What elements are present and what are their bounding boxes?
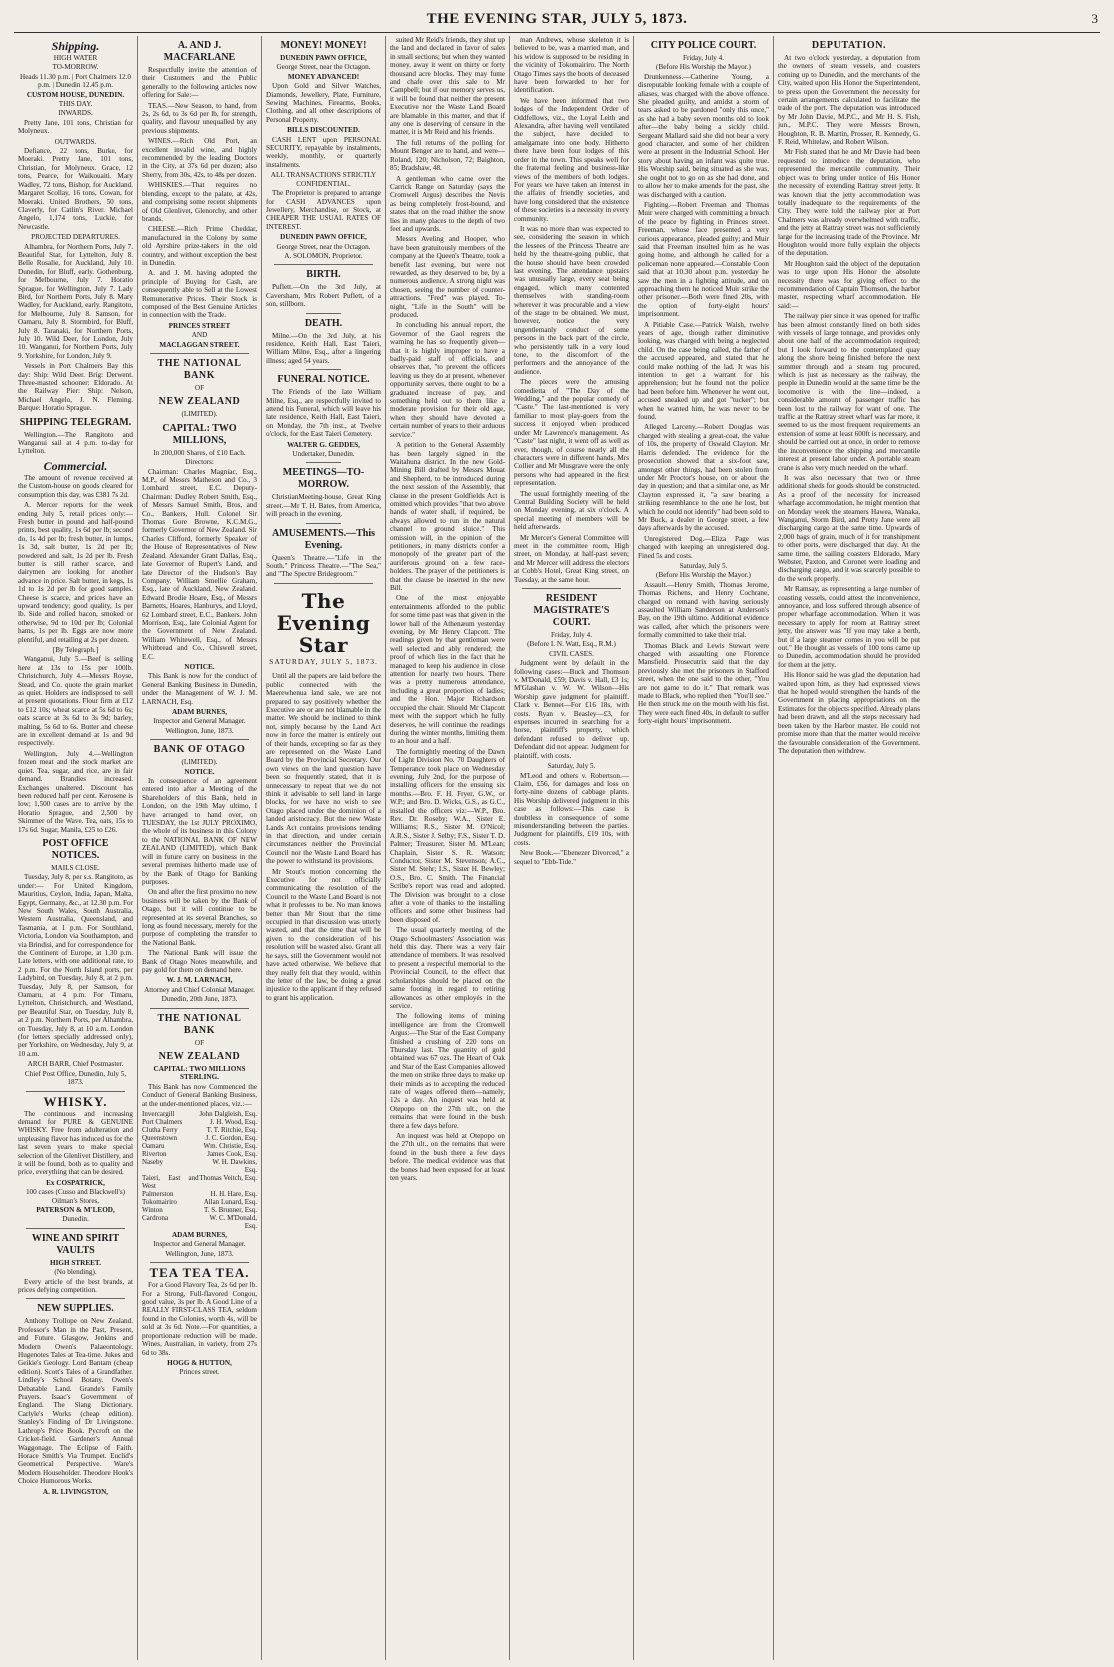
inspector-label-2: Inspector and General Manager. bbox=[153, 1240, 246, 1249]
whisky-cases: 100 cases (Cusso and Blackwell's) Oilman's Stores, bbox=[25, 1188, 126, 1205]
deputation-paragraph: The railway pier since it was opened for traffic has been almost constantly lined on both sides with vessels of large tonnage, and provides only about one half of the accommodation required; but I look forward to the contemplated quay along the shore being finished before the next summer through and a steam tug procured, which is just as necessary as the railway, the people in Dunedin would at the same time be the locomotive is with the line—indeed, a considerable amount of passenger traffic has been lost to the railway for want of one. The traffic at the Rattray street wharf was far more, it seemed to us the most frequent requirements an extension of some at least 600ft is necessary, and should be carried out at once, in order to remove the inconvenience the shipping and mercantile interest at present labor under. A portable steam crane is also very much needed on the wharf. bbox=[778, 312, 920, 472]
divider bbox=[26, 1298, 125, 1299]
column-7 bbox=[774, 36, 924, 1660]
wellington-dateline: Wellington, June, 1873. bbox=[165, 726, 234, 735]
whiskies-text: WHISKIES.—That requires no blending, except to the palate, at 42s, and comprising some recent shipments of Old Glenlivet, Glenorchy, and other brands. bbox=[142, 181, 257, 223]
saturday-label: Saturday, July 5. bbox=[547, 762, 596, 771]
resident-magistrate-heading: RESIDENT MAGISTRATE'S COURT. bbox=[533, 593, 610, 628]
branch-manager: W. H. Dawkins, Esq. bbox=[212, 1158, 257, 1175]
deputation-paragraph: Mr Fish stated that he and Mr Davie had been requested to introduce the deputation, who represented the mercantile community. Their object was to bring under notice of His Honor the necessity of extending Rattray street jetty. It was known that the jetty accommodation was totally inadequate to the requirements of the City. They were told the railway pier at Port Chalmers was already overwhelmed with traffic, and the jetty at Rattray street was not sufficiently large for the increasing trade of the Province. Mr Houghton would more fully explain the objects of the deputation. bbox=[778, 148, 920, 258]
books-list: Anthony Trollope on New Zealand. Professor's Man in the Past, Present, and Future. Glasgow, Jenkins and Modern Owen's Palaeontology. Hugenotes Tales at Tea-time. Jukes and Geikie's Geology. Lord Bantam (cheap edition). Scott's Tales of a Grandfather. Lindley's School Botany. Owen's Debatable Land. Grande's Family Prayers. Isaac's Government of England. The Slang Dictionary. Carlyle's Works (cheap edition). Stanley's Finding of Dr Livingstone. Lathrop's Price Book. Pycroft on the Cricket-field. Gardener's Annual Waggonage. The Eclipse of Faith. Horace Smith's Via Trumpet. Euclid's Geometrical Perspective. Ware's Modern Householder. Theodore Hook's Choice Humorous Works. bbox=[18, 1317, 133, 1486]
fighting-text: Fighting.—Robert Freeman and Thomas Muir were charged with committing a breach of the peace by fighting in Princes street. Freeman, whose face presented a very curious appearance, pleaded guilty; and Muir said that Freeman insulted him as he was going home, and although he called for a policeman none appeared.—Constable Coon said that at 10.30 about p.m. yesterday he saw the men in a fighting attitude, and on approaching them he noticed Muir strike the other prisoner.—Both were fined 20s, with the option of forty-eight hours' imprisonment. bbox=[638, 200, 769, 319]
branch-place: Taieri, East and West bbox=[142, 1174, 199, 1191]
branch-row bbox=[142, 1214, 257, 1230]
masthead-title: THE EVENING STAR, JULY 5, 1873. bbox=[426, 10, 688, 27]
this-day-label: THIS DAY. bbox=[58, 100, 93, 109]
outwards-heading: OUTWARDS. bbox=[54, 137, 97, 146]
article-paragraph: suited Mr Reid's friends, they shut up the land and declared in favor of sales in small sections; but when they wanted money, away it went on thirty or forty thousand acre blocks. They may fume and chafe over this sale to Mr Campbell; but if our memory serves us, it will be found that neither the present Executive nor the Waste Land Board are blamable in this matter, and that if any one is deserving of censure in the matter, it is Mr Reid and his friends. bbox=[390, 36, 505, 137]
commercial-text: The amount of revenue received at the Custom-house on goods cleared for consumption this day, was £381 7s 2d. bbox=[18, 473, 133, 499]
branch-manager: Wm. Christie, Esq. bbox=[203, 1142, 257, 1151]
otago-notice-heading: NOTICE. bbox=[184, 767, 215, 776]
undertaker-label: Undertaker, Dunedin. bbox=[292, 450, 355, 459]
meetings-heading: MEETINGS—TO-MORROW. bbox=[282, 467, 365, 491]
tea-text: For a Good Flavory Tea, 2s 6d per lb. For a Strong, Full-flavored Congou, good value, 3s per lb. A Good Line of a REALLY FIRST-CLASS TEA, seldom found in the Colonies, worth 4s, will be sold at 3s 6d. Note.—For quantities, a proportionate reduction will be made. Wines, Australian, in variety, from 27s 6d to 38s. bbox=[142, 1281, 257, 1357]
article-paragraph: The fortnightly meeting of the Dawn of Light Division No. 70 Daughters of Temperance took place on Wednesday evening, July 2nd, for the purpose of installing officers for the ensuing six months.—Bro. F. H. Fryer, G.W., or W.P.; and Bro. D. Wicks, G.S., as G.C., installed the officers viz:—W.P., Bro. Rev. Dr. Roseby; W.A., Sister E. Williams; R.S., Sister M. O'Nicol; A.R.S., Sister J. Selby; F.S., Sister T. D. Palmer; Treasurer, Sister M. M'Lean; Chaplain, Sister S. R. Watson; Conductor, Sister M. Stevenson; A.C., Sister M. Stehr; I.S., Sister H. Bewley; O.S., Bro. C. Smith. The Financial Scribe's report was read and adopted. The Division was brought to a close after a vote of thanks to the installing officers and some other business had been disposed of. bbox=[390, 747, 505, 924]
drunkenness-text: Drunkenness.—Catherine Young, a disreputable looking female with a couple of aliases, was charged with the above offence. She pleaded guilty, and amidst a storm of tears asked to be pardoned "only this once," as she had a baby seven months old to look after—the baby being a sickly child. Sergeant Mallard said she did not bear a very good character, and some of her children were at present in the Industrial School. Her story about having an infant was quite true. His Worship said, being situated as she was, she ought not to go on as she had done, and to allow her to make amends for the past, she was discharged with a caution. bbox=[638, 72, 769, 199]
deputation-paragraph: Mr Ramsay, as representing a large number of coasting vessels, could attest the inconvenience, annoyance, and loss suffered through absence of proper wharfage accommodation. When it was necessary to apply for room at Rattray street jetty, the answer was "If you may take a berth, but if a large steamer comes in you will be put out." He thought as vessels of 100 tons came up to Dunedin, accommodation should be provided for them at the jetty. bbox=[778, 585, 920, 669]
divider bbox=[150, 1262, 249, 1263]
branch-place: Cardrona bbox=[142, 1214, 169, 1223]
inspector-label: Inspector and General Manager. bbox=[153, 717, 246, 726]
branch-place: Port Chalmers bbox=[142, 1118, 183, 1127]
deputation-paragraph: At two o'clock yesterday, a deputation from the owners of steam vessels, and coasters coming up to Dunedin, and the merchants of the City, waited upon His Honor the Superintendent, to press upon the Government the necessity for certain arrangements calculated to facilitate the trade of the port. The deputation was introduced by Mr John Davie, M.P.C., and Mr H. S. Fish, jun., M.P.C. They were Messrs Brown, Houghton, R. B. Martin, Prosser, R. Kennedy, G. F. Reid, Whitelaw, and Robert Wilson. bbox=[778, 54, 920, 147]
attorney-label: Attorney and Chief Colonial Manager. bbox=[144, 985, 255, 994]
projected-heading: PROJECTED DEPARTURES. bbox=[31, 233, 120, 242]
branch-place: Oamaru bbox=[142, 1142, 165, 1151]
branch-manager: W. C. M'Donald, Esq. bbox=[209, 1214, 257, 1231]
branch-place: Riverton bbox=[142, 1150, 167, 1159]
branch-manager: J. C. Gordon, Esq. bbox=[205, 1134, 257, 1143]
macfarlane-intro: Respectfully invite the attention of their Customers and the Public generally to the following articles now offering for Sale:— bbox=[142, 66, 257, 100]
larceny-text: Alleged Larceny.—Robert Douglas was charged with stealing a great-coat, the value of 10s, the property of Oswald Clayton. Mr Harris defended. The evidence for the prosecution showed that a six-foot saw, amongst other things, had been stolen from under Mr Proctor's house, on or about the day in question; and that a similar one, as Mr Clayton expressed it, "a saw bearing a striking resemblance to the one he lost, but which he could not identify" had been sold to Mr Buck, a dealer in George street, a few days afterwards by the accused. bbox=[638, 423, 769, 533]
branch-place: Invercargill bbox=[142, 1110, 175, 1119]
commercial-text-2: A. Mercer reports for the week ending July 5, retail prices only:— Fresh butter in pound and half-pound prints, best quality, 1s 6d per lb; second do, 1s 4d per lb; fresh butter, in lumps, 1s 3d, salt butter, 1s 2d per lb; powdered and salt, 1s 2d per lb. Fresh butter is still rather scarce, and dairymen are looking for another advance in price. Salt butter, in kegs, 1s 1d to 1s 2d per lb for good samples. Cheese is scarce, and prices have an upward tendency; good quality, 1s per lb. Side and rolled bacon, smoked or otherwise, 9d to 10d per lb; Colonial hams, 1s per lb. Eggs are now more plentiful, and retailing at 2s per dozen. bbox=[18, 501, 133, 644]
whisky-text: The continuous and increasing demand for PURE & GENUINE WHISKY. Free from adulteration and unpleasing flavor has induced us for the last seven years to make special selection of the Glenlivet Distillery, and it will be found, both as to quality and price, everything that can be desired. bbox=[18, 1109, 133, 1177]
and-label: AND bbox=[191, 331, 208, 340]
article-paragraph: The following items of mining intelligence are from the Cromwell Argus:—The Star of the East Company finished a crushing of 220 tons on Thursday last. The quantity of gold obtained was 67 ozs. The Heart of Oak and Star of the East Companies allowed the men on strike three days to make up their minds as to accepting the reduced rate of wages offered them—namely, 12s a day. An inquest was held at Otepopo on the 27th ult., on the remains that were found in the bush there a few days before. bbox=[390, 1012, 505, 1130]
branch-place: Winton bbox=[142, 1206, 163, 1215]
funeral-text: The Friends of the late William Milne, Esq., are respectfully invited to attend his Funeral, which will leave his late residence, Keith Hall, East Taieri, on Monday, the 7th inst., at Twelve o'clock, for the East Taieri Cemetery. bbox=[266, 388, 381, 439]
masthead bbox=[14, 6, 1100, 33]
article-paragraph: One of the most enjoyable entertainments afforded to the public for some time past was that given in the lower hall of the Athenæum yesterday evening, by Mr Henry Clapcott. The readings given by that gentleman were well selected and ably rendered; the proof of which lies in the fact that he managed to keep his audience in close attention for nearly two hours. There was a pretty numerous attendance, including a great proportion of ladies; and the Hon. Major Richardson occupied the chair. Should Mr Clapcott meet with the support which he fully deserves, he will continue the readings during the winter months, limiting them to an hour and a half. bbox=[390, 594, 505, 746]
branch-row bbox=[142, 1126, 257, 1134]
princes-street-2: Princes street. bbox=[179, 1368, 220, 1377]
branch-row bbox=[142, 1150, 257, 1158]
meetings-text: ChristianMeeting-house, Great King street.—Mr T. H. Bates, from America, will preach in the evening. bbox=[266, 493, 381, 519]
branch-row bbox=[142, 1190, 257, 1198]
supplies-heading: NEW SUPPLIES. bbox=[37, 1303, 114, 1315]
macfarlane-closing: A. and J. M. having adopted the principle of Buying for Cash, are consequently able to Sell at the Lowest Remunerative Prices. Their Stock is composed of the Best Genuine Articles in connection with the Trade. bbox=[142, 269, 257, 320]
livingston-name: A. R. LIVINGSTON, bbox=[42, 1487, 109, 1496]
branch-row bbox=[142, 1118, 257, 1126]
limited-label: (LIMITED). bbox=[181, 410, 218, 419]
pawn-office-address: George Street, near the Octagon. bbox=[276, 63, 371, 72]
wines-text: WINES.—Rich Old Port, an excellent invalid wine, and highly recommended by the leading Doctors in the City, at 37s 6d per dozen; also Sherry, from 30s, 42s, to 48s per dozen. bbox=[142, 137, 257, 179]
article-paragraph: A gentleman who came over the Carrick Range on Saturday (says the Cromwell Argus) describes the Nevis as being completely frost-bound, and states that on the road thither the snow lies in many places to the depth of two feet and upwards. bbox=[390, 174, 505, 233]
civil-cases-label: CIVIL CASES. bbox=[549, 649, 594, 658]
article-paragraph: The pieces were the amusing comedietta of "The Day of the Wedding," and the popular comedy of "Caste." The last-mentioned is very familiar to most play-goers from the success it enjoyed when produced under Mr Lawrence's management. As "Caste" last night, it went off as well as ever, though, of course nearly all the characters were in different hands. Mrs Collier and Mr Musgrave were the only persons who had appeared in the first representation. bbox=[514, 378, 629, 488]
column-1 bbox=[14, 36, 138, 1660]
pawn-office-heading: DUNEDIN PAWN OFFICE, bbox=[280, 54, 367, 62]
leader-dateline: SATURDAY, JULY 5, 1873. bbox=[269, 656, 378, 666]
national-bank-heading-2: THE NATIONAL BANK bbox=[157, 1012, 242, 1036]
paterson-name: PATERSON & M'LEOD, bbox=[36, 1205, 115, 1214]
resident-date: Friday, July 4. bbox=[550, 631, 593, 639]
hogg-hutton-name: HOGG & HUTTON, bbox=[167, 1358, 232, 1367]
saturday-text: M'Leod and others v. Robertson.—Claim, £56, for damages and loss on forty-nine dozens of cabbage plants. His Worship delivered judgment in this case as follows:—This case is doubtless in consequence of some misunderstanding between the parties. Judgment for plaintiffs, £19 10s, with costs. bbox=[514, 771, 629, 847]
wine-heading: WINE AND SPIRIT VAULTS bbox=[31, 1232, 120, 1256]
branch-place: Queenstown bbox=[142, 1134, 177, 1143]
notice-text: This Bank is now for the conduct of General Banking Business in Dunedin, under the Management of W. J. M. LARNACH, Esq. bbox=[142, 672, 257, 706]
branch-manager: T. T. Ritchie, Esq. bbox=[206, 1126, 257, 1135]
branch-place: Tokomairiro bbox=[142, 1198, 177, 1207]
telegram-heading: SHIPPING TELEGRAM. bbox=[19, 416, 132, 428]
article-paragraph: In concluding his annual report, the Governor of the Gaol regrets the warning he has so frequently given—that it is highly improper to have a badly-paid staff of officials, and observes that, "to prevent the officers leaving us they do at present, whenever opportunity serves, there ought to be a graduated increase of pay, and something held out to them like a moderate provision for their old age, when they should have devoted a certain number of years to their arduous service." bbox=[390, 321, 505, 439]
divider bbox=[26, 1091, 125, 1092]
notice-heading: NOTICE. bbox=[184, 662, 215, 671]
funeral-heading: FUNERAL NOTICE. bbox=[277, 374, 370, 386]
page-number: 3 bbox=[1091, 11, 1098, 26]
outwards-text: Defiance, 22 tons, Burke, for Moeraki. Pretty Jane, 101 tons, Christian, for Molyneux. Grace, 12 tons, Pearce, for Waikouaiti. Mary Wadley, 72 tons, Bishop, for Auckland. Margaret Scollay, 16 tons, Cowan, for Moeraki. United Brothers, 50 tons, Claverly, for Catlin's River. Michael Angelo, 1,174 tons, Luckie, for Newcastle. bbox=[18, 147, 133, 231]
otago-text: In consequence of an agreement entered into after a Meeting of the Shareholders of this Bank, held in London, on the 19th May ultimo, I have arranged to hand over, on TUESDAY, the 1st JULY PROXIMO, the whole of its business in this Colony to the NATIONAL BANK OF NEW ZEALAND (LIMITED), which Bank will in future carry on business in the several premises hitherto made use of by the Bank of Otago for Banking purposes. bbox=[142, 777, 257, 886]
geddes-name: WALTER G. GEDDES, bbox=[287, 440, 360, 449]
otago-limited-label: (LIMITED). bbox=[181, 758, 218, 767]
civil-cases-text: Judgment went by default in the following cases:—Buck and Thomson v. M'Donald, £59; Davis v. Hall, £3 1s; M'Glashan v. W. W. Wilson—His Worship gave judgment for plaintiff. Clark v. Bennet—For £16 18s, with costs. Ryan v. Beasley—£3, for expenses incurred in searching for a horse, plaintiff's property, which defendant refused to deliver up. Defendant did not appear. Judgment for plaintiff, with costs. bbox=[514, 659, 629, 760]
branch-manager: John Dalgleish, Esq. bbox=[199, 1110, 257, 1119]
resident-before: (Before I. N. Watt, Esq., R.M.) bbox=[527, 640, 616, 649]
article-paragraph: The full returns of the polling for Mount Benger are to hand, and were—Roland, 120; Nicholson, 72; Baighton, 85; Bradshaw, 48. bbox=[390, 138, 505, 173]
branch-manager: T. S. Brunner, Esq. bbox=[203, 1206, 257, 1215]
divider bbox=[522, 588, 621, 589]
birth-heading: BIRTH. bbox=[306, 269, 341, 281]
of-label: OF bbox=[194, 384, 205, 392]
divider bbox=[26, 1228, 125, 1229]
post-office-text: Tuesday, July 8, per s.s. Rangitoto, as under:— For United Kingdom, Mauritius, Ceylon, India, Japan, Malta, Egypt, Germany, &c., at 12.30 p.m. For New South Wales, South Australia, Western Australia, Queensland, and Tasmania, at 1 p.m. For Southland, Victoria, London via Southampton, and via Brindisi, and for correspondence for the Continent of Europe, at 1.30 p.m. Late letters, with one additional rate, to 2 p.m. For the North Island ports, per Ladybird, on Tuesday, July 8, at 2 p.m. Tuesday, July 8, per Samson, for Oamaru, at 4 p.m. For Timaru, Lyttelton, Christchurch, and Westland, per Beautiful Star, on Tuesday, July 8, at 2 p.m. Northern Ports, per Alhambra, on Tuesday, July 8, at 10 a.m. London (for letters specially addressed only), per Yorkshire, on Wednesday, July 9, at 10 a.m. bbox=[18, 873, 133, 1058]
customs-heading: CUSTOM HOUSE, DUNEDIN. bbox=[26, 90, 125, 99]
divider bbox=[150, 1008, 249, 1009]
national-bank-heading: THE NATIONAL BANK bbox=[157, 358, 242, 381]
shares-label: In 200,000 Shares, of £10 Each. bbox=[153, 448, 246, 457]
death-text: Milne.—On the 3rd July, at his residence, Keith Hall, East Taieri, William Milne, Esq., after a lingering illness; aged 54 years. bbox=[266, 331, 381, 365]
deputation-heading: DEPUTATION. bbox=[811, 40, 887, 51]
deputation-paragraph: Mr Houghton said the object of the deputation was to urge upon His Honor the absolute necessity there was for giving effect to the recommendation of Captain Thomson, the harbor master, respecting wharf accommodation. He said:— bbox=[778, 259, 920, 310]
divider bbox=[150, 353, 249, 354]
divider bbox=[274, 264, 373, 265]
money-heading: MONEY! MONEY! bbox=[280, 40, 367, 51]
article-paragraph: The usual quarterly meeting of the Otago Schoolmasters' Association was held this day. There was a very fair attendance of members. It was resolved to present a respectful memorial to the Provincial Council, to the effect that scholarships should be placed on the same footing in regard to retiring allowances as other employés in the service. bbox=[390, 926, 505, 1010]
high-water-label: HIGH WATER bbox=[53, 54, 98, 62]
column-2 bbox=[138, 36, 262, 1660]
otago-text-3: The National Bank will issue the Bank of Otago Notes meanwhile, and pay gold for them on demand here. bbox=[142, 949, 257, 974]
divider bbox=[274, 583, 373, 584]
vessels-text: Vessels in Port Chalmers Bay this day: Ship: Wild Deer. Brig: Derwent. Three-masted schooner: Eldorado. At the Railway Pier: Ship: Nelson, Michael Angelo, J. N. Fleming. Barque: Horatio Sprague. bbox=[18, 362, 133, 413]
no-blending-label: (No blending). bbox=[54, 1268, 97, 1277]
unregistered-dog-text: Unregistered Dog.—Eliza Page was charged with keeping an unregistered dog. Fined 5s and costs. bbox=[638, 534, 769, 560]
capital-heading: CAPITAL: TWO MILLIONS, bbox=[162, 422, 237, 446]
column-3 bbox=[262, 36, 386, 1660]
branch-manager: Thomas Veitch, Esq. bbox=[199, 1174, 257, 1183]
branch-row bbox=[142, 1134, 257, 1142]
pitiable-case-text: A Pitiable Case.—Patrick Walsh, twelve years of age, though rather diminutive looking, was charged with being a neglected child. On the case being called, the father of the accused appeared, and stated that he could make nothing of the lad. It was his intention to get a warrant for his apprehension; but he found not the police had been before him. Whenever he went out, accused sneaked up and got "tucker"; but when he wanted him, he was never to be found. bbox=[638, 320, 769, 422]
deputation-paragraph: It was also necessary that two or three additional sheds for goods should be constructed. As a proof of the necessity for increased wharfage accommodation, he might mention that on Monday week the steamers Hawea, Wanaka, Wanganui, Storm Bird, and Pretty Jane were all discharging cargo at the same time. Upwards of 2,000 bags of grain, much of it for transhipment to other ports, were discharged that day. At the same time, the sailing coasters Eldorado, Mary Webster, Paxton, and Coronet were loading and discharging cargo, and it was scarcely possible to do the work properly. bbox=[778, 473, 920, 583]
money-advanced-label: MONEY ADVANCED! bbox=[287, 72, 360, 81]
projected-text: Alhambra, for Northern Ports, July 7. Beautiful Star, for Lyttelton, July 8. Belle Rosalie, for Auckland, July 10. Dunedin, for Bluff, early. Gothenburg, for Melbourne, July 7. Horatio Sprague, for Wellington, July 7. Lady Bird, for Northern Ports, July 8. Mary Wadley, for Auckland, early. Rangitoto, for Melbourne, July 8. Samson, for Oamaru, July 8. Stormbird, for Bluff, July 8. Taranaki, for Northern Ports, July 10. Wild Deer, for London, July 10. Wanganui, for Northern Ports, July 9. Yorkshire, for London, July 9. bbox=[18, 242, 133, 360]
article-paragraph: A petition to the General Assembly has been largely signed in the Waitahuna district. In the new Gold-Mining Bill drafted by Messrs Mouat and Shepherd, to be introduced during the next session of the Assembly, that clause in the present Goldfields Act is omitted which provides "that two above hands of water shall, if required, be always allowed to run in the natural channel to ground sluice." This omission will, in the opinion of the petitioners, in many districts confer a monopoly of the greater part of the auriferous ground on a few race-holders. The prayer of the petitioners is that the clause be inserted in the new Bill. bbox=[390, 441, 505, 592]
directors-text: Chairman: Charles Magniac, Esq., M.P., of Messrs Matheson and Co., 3 Lombard street, E.C. Deputy-Chairman: Dudley Robert Smith, Esq., of Messrs Samuel Smith, Bros, and Co., Bankers, Hull. Colonel Sir Thomas Gore Browne, K.C.M.G., formerly Governor of New Zealand. Sir Charles Clifford, formerly Speaker of the House of Representatives of New Zealand. Alexander Grant Dallas, Esq., late Governor of Rupert's Land, and late Director of the Hudson's Bay Company. William Smellie Graham, Esq., late of Auckland, New Zealand. Edward Brodie Hoare, Esq., of Messrs Barnetts, Hoares, Hanburys, and Lloyd, 62 Lombard street, E.C., Bankers. John Morrison, Esq., late Colonial Agent for the Government of New Zealand. William Whitewell, Esq., of Messrs Whitbread and Co., Chiswell street, E.C. bbox=[142, 467, 257, 661]
princes-street-label: PRINCES STREET bbox=[168, 321, 231, 330]
branch-intro: This Bank has now Commenced the Conduct of General Banking Business, at the under-mentioned places, viz.:— bbox=[142, 1082, 257, 1108]
wellington-market-text: Wellington, July 4.—Wellington frozen meat and the stock market are quiet. Tea, sugar, and rice, are in fair demand. Brandies increased. Exchanges unaltered. Discount has been reduced half per cent. Kerosene is low; 1,500 cases are to arrive by the Horatio Sprague, and 2,500 by Skimmer of the Wave. Tea, oats, 15s to 17s 6d. Sugar, Manila, £25 to £26. bbox=[18, 749, 133, 834]
branch-manager: H. H. Hare, Esq. bbox=[210, 1190, 257, 1199]
tide-times: Heads 11.30 p.m. | Port Chalmers 12.0 p.m. | Dunedin 12.45 p.m. bbox=[20, 72, 131, 90]
post-office-dateline: Chief Post Office, Dunedin, July 5, 1873. bbox=[24, 1069, 127, 1087]
leader-paragraph-2: Mr Stout's motion concerning the Executive for not officially communicating the resolution of the Council to the Waste Land Board is not what it professes to be. No man knows better than Mr Stout that the time occupied in that discussion was utterly wasted, and that the time that will be given to the consideration of his resolution will be wasted also. Grant all he says, still the Government would not have acted otherwise. We believe that they really felt that they would, within the letter of the law, be doing a great injustice to the applicant if they refused to grant his application. bbox=[266, 867, 381, 1002]
amusements-heading: AMUSEMENTS.—This Evening. bbox=[271, 527, 376, 551]
wine-text: Every article of the best brands, at prices defying competition. bbox=[18, 1277, 133, 1294]
cheese-text: CHEESE.—Rich Prime Cheddar, manufactured in the Colony by some old Ayrshire prize-takers in the old country, and without exception the best in Dunedin. bbox=[142, 225, 257, 267]
directors-label: Directors: bbox=[185, 458, 214, 467]
article-paragraph: Messrs Aveling and Hooper, who have been gratuitously members of the company at the Queen's Theatre, took a benefit last evening, but were not rewarded, as they deserved to be, by a numerous audience. A strong night was chosen, seeing the number of counter-attractions. "Fred" was played. To-night, "Life in the South" will be produced. bbox=[390, 235, 505, 319]
article-paragraph: We have been informed that two lodges of the Independent Order of Oddfellows, viz., the Loyal Leith and Alexandra, after having well ventilated the subject, have decided to amalgamate into one body. Hitherto there have been four lodges of this order in the town. This speaks well for the fraternal feeling and business-like views of the members of both lodges. For years we have taken an interest in the affairs of friendly societies, and have long considered that the existence of these societies is a necessity in every community. bbox=[514, 96, 629, 223]
death-heading: DEATH. bbox=[304, 317, 343, 329]
adam-burnes-name-2: ADAM BURNES, bbox=[171, 1231, 228, 1240]
branch-row bbox=[142, 1158, 257, 1174]
column-6 bbox=[634, 36, 774, 1660]
divider bbox=[306, 523, 341, 524]
article-paragraph: An inquest was held at Otepopo on the 27th ult., on the remains that were found in the bush there a few days before. The medical evidence was that the bones had been exposed for at least ten years. bbox=[390, 1132, 505, 1183]
branch-row bbox=[142, 1110, 257, 1118]
macfarlane-heading: A. AND J. MACFARLANE bbox=[163, 40, 236, 63]
branch-manager: J. H. Wood, Esq. bbox=[210, 1118, 257, 1127]
adam-burnes-name: ADAM BURNES, bbox=[171, 708, 228, 716]
branch-row bbox=[142, 1206, 257, 1214]
article-paragraph: man Andrews, whose skeleton it is believed to be, was a married man, and his widow is supposed to be residing in the vicinity of Tokomairiro. The North Otago Times says the boots of deceased have been forwarded to her for identification. bbox=[514, 36, 629, 95]
branch-place: Palmerston bbox=[142, 1190, 174, 1199]
capital-heading-2: CAPITAL: TWO MILLIONS STERLING. bbox=[153, 1065, 246, 1082]
postmaster-signature: ARCH BARR, Chief Postmaster. bbox=[27, 1060, 124, 1069]
bank-of-otago-heading: BANK OF OTAGO bbox=[153, 744, 246, 756]
birth-text: Puflett.—On the 3rd July, at Caversham, Mrs Robert Puflett, of a son, stillborn. bbox=[266, 283, 381, 309]
telegram-text: Wellington.—The Rangitoto and Wanganui sail at 4 p.m. to-day for Lyttelton. bbox=[18, 430, 133, 456]
by-telegraph-label: [By Telegraph.] bbox=[52, 646, 99, 654]
divider bbox=[150, 739, 249, 740]
divider bbox=[306, 369, 341, 370]
divider bbox=[306, 313, 341, 314]
shipping-heading: Shipping. bbox=[51, 39, 100, 53]
branch-manager: Allan Lunard, Esq. bbox=[203, 1198, 257, 1207]
column-5 bbox=[510, 36, 634, 1660]
of-label-2: OF bbox=[194, 1038, 205, 1047]
cash-loans-text: CASH LENT upon PERSONAL SECURITY, repayable by instalments, weekly, monthly, or quarterly instalments. bbox=[266, 135, 381, 169]
whisky-heading: WHISKY. bbox=[43, 1093, 108, 1109]
branch-row bbox=[142, 1174, 257, 1190]
post-office-heading: POST OFFICE NOTICES. bbox=[42, 837, 109, 861]
assault-text: Assault.—Henry Smith, Thomas Jerome, Thomas Richens, and Henry Cochrane, charged on remand with having seriously assaulted William Sanderson at Anderson's Bay, on the 19th ultimo. Additional evidence was called, after which the prisoners were formally committed to take their trial. bbox=[638, 580, 769, 640]
teas-text: TEAS.—New Season, to hand, from 2s, 2s 6d, to 3s 6d per lb, for strength, quality, and flavour unequalled by any previous shipments. bbox=[142, 101, 257, 135]
branch-place: Clutha Ferry bbox=[142, 1126, 178, 1135]
pawn-office-address-2: George Street, near the Octagon. bbox=[276, 242, 371, 251]
amusements-text: Queen's Theatre.—"Life in the South." Princess Theatre.—"The Sea," and "The Spectre Bridegroom." bbox=[266, 553, 381, 579]
branches-table bbox=[142, 1110, 257, 1230]
new-zealand-heading: NEW ZEALAND bbox=[158, 396, 241, 408]
article-paragraph: Mr Mercer's General Committee will meet in the committee room, High street, on Monday, at half-past seven; and Mr Mercer will address the electors at Cobb's Hotel, Great King street, on Tuesday, at the same hour. bbox=[514, 533, 629, 584]
whisky-agent: Ex COSPATRICK, bbox=[46, 1178, 105, 1187]
new-book-text: New Book.—"Ebenezer Divorced," a sequel to "Ebb-Tide." bbox=[514, 849, 629, 866]
pawn-text: Upon Gold and Silver Watches, Diamonds, Jewellery, Plate, Furniture, Sewing Machines, Firearms, Books, Clothing, and all other descriptions of Personal Property. bbox=[266, 82, 381, 124]
high-street-label: HIGH STREET. bbox=[50, 1258, 101, 1267]
maclaggan-street-label: MACLAGGAN STREET. bbox=[159, 340, 240, 349]
branch-row bbox=[142, 1198, 257, 1206]
otago-dateline: Dunedin, 20th June, 1873. bbox=[161, 995, 238, 1004]
leader-paragraph-1: Until all the papers are laid before the public connected with the Maerewhenua land sale, we are not prepared to say positively whether the Executive are or are not blamable in the matter. We should be inclined to think not, simply because by the Land Act now in force the matter is entirely out of their hands, excepting so far as they are represented on the Waste Land Board by the Provincial Secretary. Our own views on the land question have been so frequently stated, that it is unnecessary to repeat that we do not think it advisable to sell land in large blocks, for we have no wish to see Otago placed under the dominion of a landed aristocracy. But the new Waste Lands Act contains provisions tending in that direction, and under certain circumstances neither the Provincial Council nor the Waste Land Board has the power to withstand its provisions. bbox=[266, 672, 381, 866]
mails-close-label: MAILS CLOSE. bbox=[51, 863, 100, 872]
saturday-before: (Before His Worship the Mayor.) bbox=[656, 571, 751, 580]
police-court-date: Friday, July 4. bbox=[682, 54, 725, 62]
confidential-label: ALL TRANSACTIONS STRICTLY CONFIDENTIAL. bbox=[270, 171, 377, 188]
bills-discounted-label: BILLS DISCOUNTED. bbox=[287, 126, 360, 135]
article-paragraph: It was no more than was expected to see, considering the season in which the lessees of the Princess Theatre are held by the theatre-going public, that the house should have been crowded last evening. The attendance upstairs was unusually large, every seat being engaged, which many contented themselves with standing-room wherever it was procurable and a view of the stage to be obtained. We must, however, notice the very ungentlemanly conduct of some persons in the back part of the circle, who persistently talk in a very loud tone, to the discomfort of the performers and the annoyance of the audience. bbox=[514, 224, 629, 376]
column-4 bbox=[386, 36, 510, 1660]
police-court-before: (Before His Worship the Mayor.) bbox=[656, 63, 751, 72]
new-zealand-heading-2: NEW ZEALAND bbox=[158, 1051, 241, 1062]
police-court-heading: CITY POLICE COURT. bbox=[650, 40, 757, 51]
inwards-heading: INWARDS. bbox=[58, 109, 93, 118]
pawn-office-heading-2: DUNEDIN PAWN OFFICE, bbox=[280, 233, 367, 242]
paterson-place: Dunedin. bbox=[62, 1215, 89, 1224]
article-paragraph: The usual fortnightly meeting of the Central Building Society will be held on Monday evening, at six o'clock. A special meeting of members will be held afterwards. bbox=[514, 489, 629, 532]
saturday-case-text: Thomas Black and Lewis Stewart were charged with assaulting one Florence Mansfield. Prosecutrix said that the day previously she met the prisoners in Stafford street, when the one said to the other, "You are not game to do it." That remark was made to Black, who replied then "You'll see." He then struck me on the mouth with his fist. They were each fined 40s, in default to suffer forty-eight hours' imprisonment. bbox=[638, 641, 769, 726]
otago-text-2: On and after the first proximo no new business will be taken by the Bank of Otago, but it will continue to be represented at its several Branches, so long as found necessary, merely for the purpose of completing the transfer to the National Bank. bbox=[142, 888, 257, 947]
solomon-name: A. SOLOMON, Proprietor. bbox=[284, 251, 363, 260]
commercial-heading: Commercial. bbox=[43, 458, 108, 473]
telegraph-text: Wanganui, July 5.—Beef is selling here at 13s to 15s per 100lb. Christchurch, July 4.—Messrs Royse, Stead, and Co. quote the grain market as quiet. Holders are indisposed to sell at present quotations. Flour firm at £12 to £12 10s; wheat scarce at 5s 6d to 6s; oats scarce at 3s 6d to 3s 9d; barley, malting, 5s 6d to 6s. Butter and cheese are in excellent demand at 1s and 9d respectively. bbox=[18, 655, 133, 748]
saturday-label: Saturday, July 5. bbox=[679, 561, 728, 570]
larnach-name: W. J. M. LARNACH, bbox=[166, 976, 233, 985]
deputation-paragraph: His Honor said he was glad the deputation had waited upon him, as they had expressed views that he hoped would strengthen the hands of the Government in placing appropriations on the Estimates for the objects specified. Already plans had been drawn, and all the steps necessary had been taken by the Harbor master. He could not promise more than that the matter would receive the favourable consideration of the Government. The deputation then withdrew. bbox=[778, 671, 920, 755]
branch-row bbox=[142, 1142, 257, 1150]
inwards-text: Pretty Jane, 101 tons, Christian for Molyneux. bbox=[18, 118, 133, 136]
tea-heading: TEA TEA TEA. bbox=[149, 1265, 250, 1281]
tomorrow-label: TO-MORROW. bbox=[52, 63, 99, 72]
evening-star-banner: The Evening Star bbox=[276, 588, 371, 657]
proprietor-text: The Proprietor is prepared to arrange for CASH ADVANCES upon Jewellery, Merchandise, or Stock, at CHEAPER THE USUAL RATES OF INTEREST. bbox=[266, 189, 381, 231]
columns bbox=[14, 36, 1100, 1660]
branch-manager: James Cook, Esq. bbox=[207, 1150, 257, 1159]
branch-place: Naseby bbox=[142, 1158, 163, 1167]
divider bbox=[306, 462, 341, 463]
wellington-dateline-2: Wellington, June, 1873. bbox=[165, 1249, 234, 1258]
